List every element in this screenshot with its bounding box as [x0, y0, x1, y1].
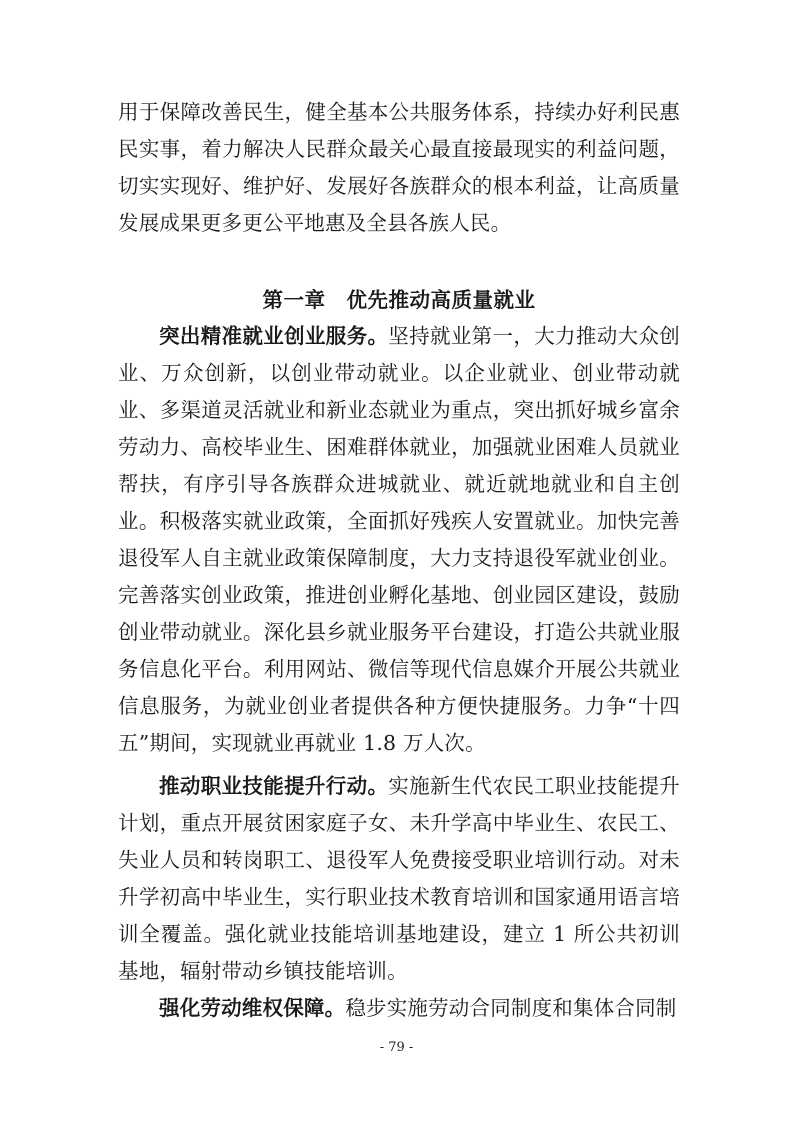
paragraph-continuation — [118, 94, 680, 242]
section-text: 稳步实施劳动合同制度和集体合同制 — [345, 996, 677, 1020]
section-text: 坚持就业第一，大力推动大众创业、万众创新，以创业带动就业。以企业就业、创业带动就业、多渠道灵活就业和新业态就业为重点，突出抓好城乡富余劳动力、高校毕业生、困难群体就业，加强就业困难人员就业帮扶，有序引导各族群众进城就业、就近就地就业和自主创业。积极落实就业政策，全面抓好残疾人安置就业。加快完善退役军人自主就业政策保障制度，大力支持退役军就业创业。完善落实创业政策，推进创业孵化基地、创业园区建设，鼓励创业带动就业。深化县乡就业服务平台建设，打造公共就业服务信息化平台。利用网站、微信等现代信息媒介开展公共就业信息服务，为就业创业者提供各种方便快捷服务。力争“十四五”期间，实现就业再就业 1.8 万人次。 — [118, 324, 680, 755]
section-heading: 突出精准就业创业服务。 — [159, 324, 389, 348]
section-labor-rights — [118, 990, 680, 1027]
paragraph-text: 用于保障改善民生，健全基本公共服务体系，持续办好利民惠民实事，着力解决人民群众最关心最直接最现实的利益问题，切实实现好、维护好、发展好各族群众的根本利益，让高质量发展成果更多更公平地惠及全县各族人民。 — [118, 100, 680, 235]
page-number: - 79 - — [379, 1040, 414, 1055]
chapter-title: 第一章 优先推动高质量就业 — [262, 288, 536, 312]
section-heading: 推动职业技能提升行动。 — [159, 774, 389, 798]
section-employment-services — [118, 318, 680, 762]
section-heading: 强化劳动维权保障。 — [159, 996, 346, 1020]
section-text: 实施新生代农民工职业技能提升计划，重点开展贫困家庭子女、未升学高中毕业生、农民工、失业人员和转岗职工、退役军人免费接受职业培训行动。对未升学初高中毕业生，实行职业技术教育培训和国家通用语言培训全覆盖。强化就业技能培训基地建设，建立 1 所公共初训基地，辐射带动乡镇技能培训。 — [118, 774, 680, 983]
section-skills-upgrade — [118, 768, 680, 990]
